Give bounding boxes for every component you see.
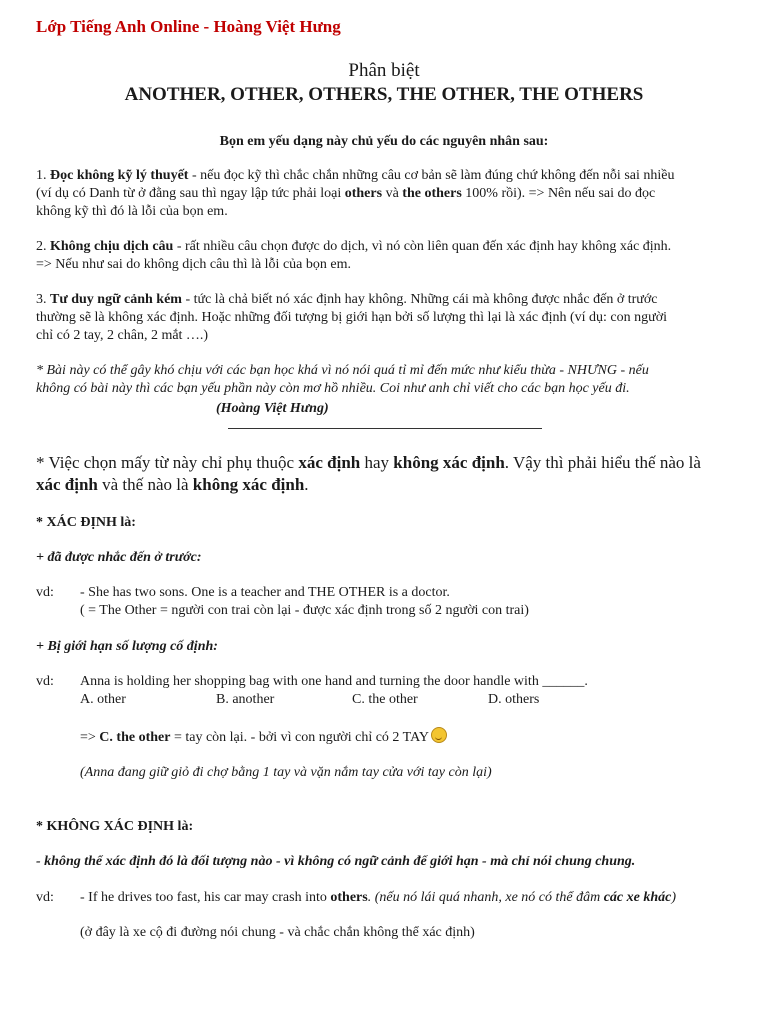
divider (228, 428, 542, 429)
reason-3-title: Tư duy ngữ cảnh kém (50, 292, 182, 307)
option-d: D. others (488, 692, 540, 707)
example-label: vd: (36, 674, 54, 689)
option-b: B. another (216, 692, 275, 707)
example-label: vd: (36, 585, 54, 600)
author-note: * Bài này có thể gây khó chịu với các bạn học khá vì nó nói quá tỉ mỉ đến mức như kiểu thừa - NHƯNG - nếu không có bài này thì các bạn yếu phần này còn mơ hồ nhiều. Coi như anh chỉ viết cho các bạn học yếu đi. (36, 363, 649, 396)
example-2-question: Anna is holding her shopping bag with one hand and turning the door handle with ______. (80, 674, 588, 689)
example-3-note: (ở đây là xe cộ đi đường nói chung - và chắc chắn không thể xác định) (80, 925, 475, 940)
example-3: - If he drives too fast, his car may crash into others. (nếu nó lái quá nhanh, xe nó có thể đâm các xe khác) (80, 890, 677, 905)
indefinite-heading: * KHÔNG XÁC ĐỊNH là: (36, 819, 194, 834)
page-header: Lớp Tiếng Anh Online - Hoàng Việt Hưng (36, 17, 341, 36)
smiley-emoji-icon (431, 727, 447, 743)
main-statement: * Việc chọn mấy từ này chỉ phụ thuộc xác định hay không xác định. Vậy thì phải hiểu thế nào là xác định và thế nào là không xác định. (36, 453, 701, 494)
title-line-2: ANOTHER, OTHER, OTHERS, THE OTHER, THE OTHERS (124, 84, 644, 105)
intro-heading: Bọn em yếu dạng này chủ yếu do các nguyên nhân sau: (219, 134, 549, 149)
definite-sub-1: + đã được nhắc đến ở trước: (36, 550, 202, 565)
reason-1-title: Đọc không kỹ lý thuyết (50, 168, 189, 183)
definite-heading: * XÁC ĐỊNH là: (36, 515, 136, 530)
example-1: - She has two sons. One is a teacher and THE OTHER is a doctor. ( = The Other = người con trai còn lại - được xác định trong số 2 người con trai) (80, 585, 529, 618)
option-c: C. the other (352, 692, 418, 707)
example-2-translation: (Anna đang giữ giỏ đi chợ bằng 1 tay và vặn nắm tay cửa với tay còn lại) (80, 765, 492, 780)
example-2-answer: => C. the other = tay còn lại. - bởi vì con người chỉ có 2 TAY (80, 727, 740, 747)
option-a: A. other (80, 692, 126, 707)
reason-2-title: Không chịu dịch câu (50, 239, 174, 254)
example-2-options (80, 691, 740, 709)
example-label: vd: (36, 890, 54, 905)
indefinite-sub: - không thể xác định đó là đối tượng nào - vì không có ngữ cảnh để giới hạn - mà chỉ nói chung chung. (36, 854, 636, 869)
signature: (Hoàng Việt Hưng) (216, 401, 329, 416)
reason-1: 1. Đọc không kỹ lý thuyết - nếu đọc kỹ thì chắc chắn những câu cơ bản sẽ làm đúng chứ không đến nỗi sai nhiều (ví dụ có Danh từ ở đằng sau thì ngay lập tức phải loại others và the others 100% rồi). => Nên nếu sai do đọc không kỹ thì đó là lỗi của bọn em. (36, 168, 675, 219)
reason-2: 2. Không chịu dịch câu - rất nhiều câu chọn được do dịch, vì nó còn liên quan đến xác định hay không xác định. => Nếu như sai do không dịch câu thì là lỗi của bọn em. (36, 239, 672, 272)
reason-3: 3. Tư duy ngữ cảnh kém - tức là chả biết nó xác định hay không. Những cái mà không được nhắc đến ở trước thường sẽ là không xác định. Hoặc những đối tượng bị giới hạn bởi số lượng thì lại là xác định (ví dụ: con người chỉ có 2 tay, 2 chân, 2 mắt ….) (36, 292, 667, 343)
definite-sub-2: + Bị giới hạn số lượng cố định: (36, 639, 218, 654)
title-line-1: Phân biệt (348, 60, 420, 81)
